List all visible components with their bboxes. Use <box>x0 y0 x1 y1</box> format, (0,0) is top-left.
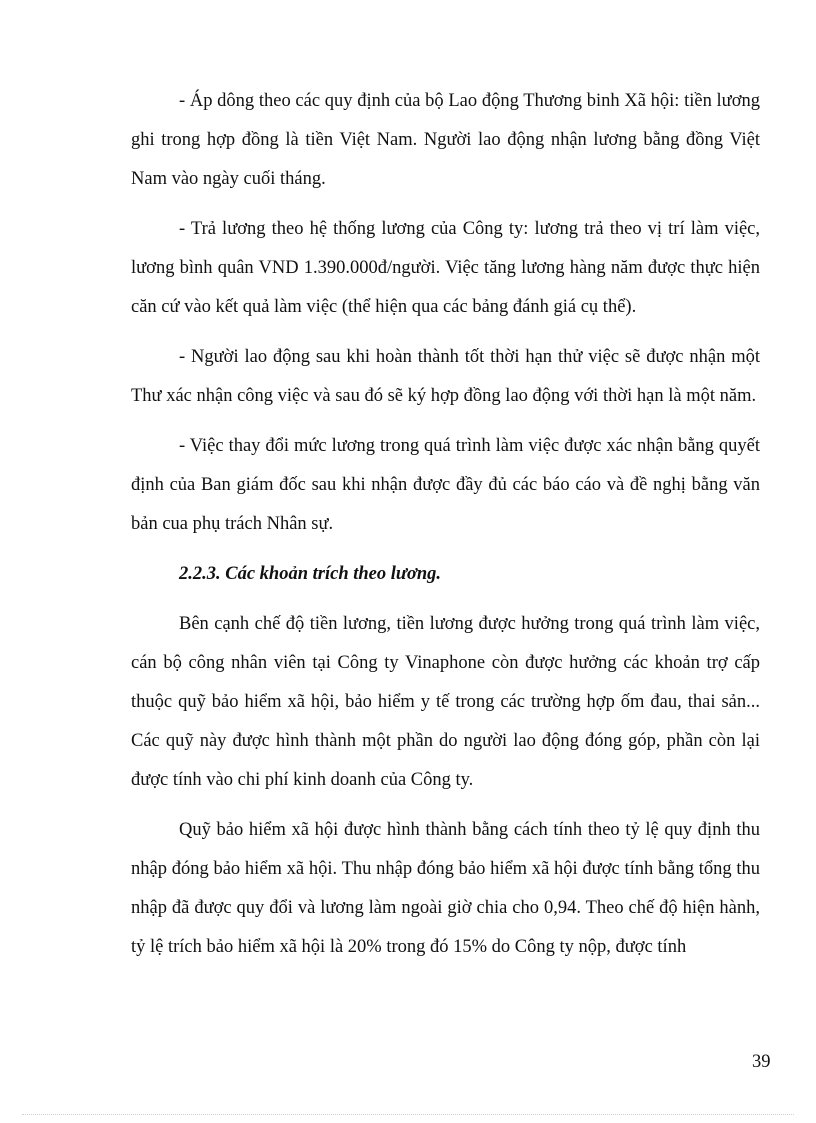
section-heading: 2.2.3. Các khoản trích theo lương. <box>179 564 442 584</box>
paragraph-probation: - Người lao động sau khi hoàn thành tốt thời hạn thử việc sẽ được nhận một Thư xác nhận công việc và sau đó sẽ ký hợp đồng lao động với thời hạn là một năm. <box>131 347 760 406</box>
paragraph-salary-system: - Trả lương theo hệ thống lương của Công ty: lương trả theo vị trí làm việc, lương bình quân VND 1.390.000đ/người. Việc tăng lương hàng năm được thực hiện căn cứ vào kết quả làm việc (thể hiện qua các bảng đánh giá cụ thể). <box>131 219 760 317</box>
page-number: 39 <box>752 1052 771 1072</box>
paragraph-salary-currency: - Áp dông theo các quy định của bộ Lao động Thương binh Xã hội: tiền lương ghi trong hợp đồng là tiền Việt Nam. Người lao động nhận lương bằng đồng Việt Nam vào ngày cuối tháng. <box>131 91 760 189</box>
paragraph-salary-change: - Việc thay đổi mức lương trong quá trình làm việc được xác nhận bằng quyết định của Ban giám đốc sau khi nhận được đầy đủ các báo cáo và đề nghị bằng văn bản cua phụ trách Nhân sự. <box>131 436 760 534</box>
page-bottom-divider <box>22 1114 794 1115</box>
paragraph-benefits: Bên cạnh chế độ tiền lương, tiền lương được hưởng trong quá trình làm việc, cán bộ công nhân viên tại Công ty Vinaphone còn được hưởng các khoản trợ cấp thuộc quỹ bảo hiểm xã hội, bảo hiểm y tế trong các trường hợp ốm đau, thai sản... Các quỹ này được hình thành một phần do người lao động đóng góp, phần còn lại được tính vào chi phí kinh doanh của Công ty. <box>131 614 760 790</box>
page-body <box>131 82 760 978</box>
paragraph-social-insurance: Quỹ bảo hiểm xã hội được hình thành bằng cách tính theo tỷ lệ quy định thu nhập đóng bảo hiểm xã hội. Thu nhập đóng bảo hiểm xã hội được tính bằng tổng thu nhập đã được quy đổi và lương làm ngoài giờ chia cho 0,94. Theo chế độ hiện hành, tỷ lệ trích bảo hiểm xã hội là 20% trong đó 15% do Công ty nộp, được tính <box>131 820 760 957</box>
